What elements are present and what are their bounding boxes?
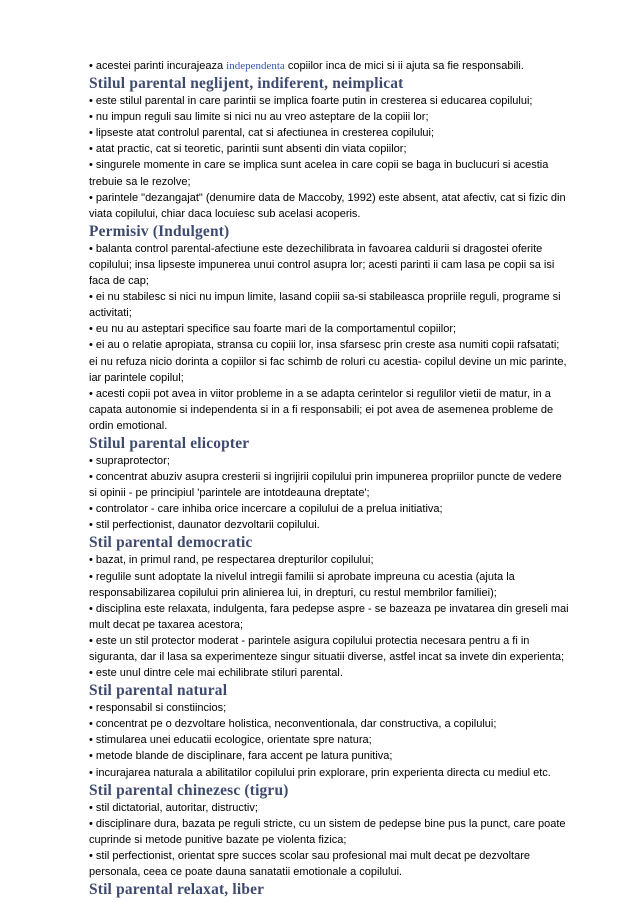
sections-container xyxy=(89,74,575,899)
bullet-line: activitati; xyxy=(89,307,132,320)
section xyxy=(89,533,575,681)
bullet-line: • bazat, in primul rand, pe respectarea drepturilor copilului; xyxy=(89,554,374,567)
bullet-line: • stil perfectionist, daunator dezvoltarii copilului. xyxy=(89,519,320,532)
section-heading: Stil parental relaxat, liber xyxy=(89,881,265,899)
intro-text-after: copiilor inca de mici si ii ajuta sa fie responsabili. xyxy=(284,60,524,72)
bullet-line: • nu impun reguli sau limite si nici nu au vreo asteptare de la copiii lor; xyxy=(89,111,429,124)
document-page xyxy=(89,58,575,899)
section xyxy=(89,434,575,533)
section xyxy=(89,74,575,222)
bullet-line: • concentrat abuziv asupra cresterii si ingrijirii copilului prin impunerea propriilor puncte de vedere xyxy=(89,471,562,484)
intro-line xyxy=(89,58,575,74)
bullet-line: • concentrat pe o dezvoltare holistica, neconventionala, dar constructiva, a copilului; xyxy=(89,718,497,731)
bullet-line: • este un stil protector moderat - parintele asigura copilului protectia necesara pentru a fi in siguranta, dar il lasa sa experimenteze singur situatii diverse, astfel incat sa invete din experienta; xyxy=(89,634,565,663)
bullet-line: si opinii - pe principiul 'parintele are intotdeauna dreptate'; xyxy=(89,487,370,500)
bullet-line: • balanta control parental-afectiune este dezechilibrata in favoarea caldurii si dragostei oferite copilului; insa lipseste impunerea unui control asupra lor; acesti parinti ii cam lasa pe copii sa isi faca de cap; xyxy=(89,242,555,288)
section xyxy=(89,222,575,434)
bullet-line: • disciplinare dura, bazata pe reguli stricte, cu un sistem de pedepse bine pus la punct, care poate cuprinde si metode punitive bazate pe violenta fizica; xyxy=(89,817,566,846)
bullet-line: • stimularea unei educatii ecologice, orientate spre natura; xyxy=(89,734,372,747)
bullet-line: • ei au o relatie apropiata, stransa cu copiii lor, insa sfarsesc prin creste asa numiti copii rafsatati; xyxy=(89,339,560,352)
section xyxy=(89,880,575,899)
section-heading: Stil parental chinezesc (tigru) xyxy=(89,781,289,799)
section-heading: Stilul parental elicopter xyxy=(89,434,250,452)
bullet-line: • controlator - care inhiba orice incercare a copilului de a prelua initiativa; xyxy=(89,503,443,516)
section-heading: Stilul parental neglijent, indiferent, neimplicat xyxy=(89,75,404,93)
bullet-line: • regulile sunt adoptate la nivelul intregii familii si aprobate impreuna cu acestia (ajuta la responsabilizarea copilului prin alinierea lui, in drepturi, cu restul membrilor familiei); xyxy=(89,570,515,599)
bullet-line: ei nu refuza nicio dorinta a copiilor si fac schimb de roluri cu acestia- copilul devine un mic parinte, iar parintele copilul; xyxy=(89,355,567,384)
bullet-line: • este unul dintre cele mai echilibrate stiluri parental. xyxy=(89,667,343,680)
section-heading: Stil parental democratic xyxy=(89,534,253,552)
bullet-line: • singurele momente in care se implica sunt acelea in care copii se baga in buclucuri si acestia trebuie sa le rezolve; xyxy=(89,159,549,188)
bullet-line: • stil perfectionist, orientat spre succes scolar sau profesional mai mult decat pe dezvoltare personala, ceea ce poate dauna sanatatii emotionale a copilului. xyxy=(89,849,531,879)
bullet-line: • este stilul parental in care parintii se implica foarte putin in cresterea si educarea copilului; xyxy=(89,95,533,108)
bullet-line: • supraprotector; xyxy=(89,454,170,467)
bullet-line: • responsabil si constiincios; xyxy=(89,702,227,715)
section xyxy=(89,781,575,880)
bullet-line: • disciplina este relaxata, indulgenta, fara pedepse aspre - se bazeaza pe invatarea din greseli mai mult decat pe taxarea acestora; xyxy=(89,602,569,631)
bullet-line: • acesti copii pot avea in viitor probleme in a se adapta cerintelor si regulilor vietii de matur, in a capata autonomie si independenta si in a fi responsabili; ei pot avea de asemenea probleme de ordin emotional. xyxy=(89,387,554,432)
section xyxy=(89,681,575,780)
intro-text-before: • acestei parinti incurajeaza xyxy=(89,60,227,72)
bullet-line: • incurajarea naturala a abilitatilor copilului prin explorare, prin experienta directa cu mediul etc. xyxy=(89,766,551,779)
independenta-link[interactable]: independenta xyxy=(226,60,285,72)
bullet-line: • ei nu stabilesc si nici nu impun limite, lasand copiii sa-si stabileasca propriile reguli, programe si xyxy=(89,291,561,304)
bullet-line: • eu nu au asteptari specifice sau foarte mari de la comportamentul copiilor; xyxy=(89,323,457,336)
bullet-line: • stil dictatorial, autoritar, distructiv; xyxy=(89,801,258,814)
section-heading: Permisiv (Indulgent) xyxy=(89,222,230,240)
bullet-line: • atat practic, cat si teoretic, parintii sunt absenti din viata copiilor; xyxy=(89,143,407,156)
bullet-line: • lipseste atat controlul parental, cat si afectiunea in cresterea copilului; xyxy=(89,127,435,140)
bullet-line: • metode blande de disciplinare, fara accent pe latura punitiva; xyxy=(89,750,393,763)
bullet-line: • parintele "dezangajat" (denumire data de Maccoby, 1992) este absent, atat afectiv, cat si fizic din viata copilului, chiar daca locuiesc sub acelasi acoperis. xyxy=(89,191,566,220)
section-heading: Stil parental natural xyxy=(89,682,228,700)
